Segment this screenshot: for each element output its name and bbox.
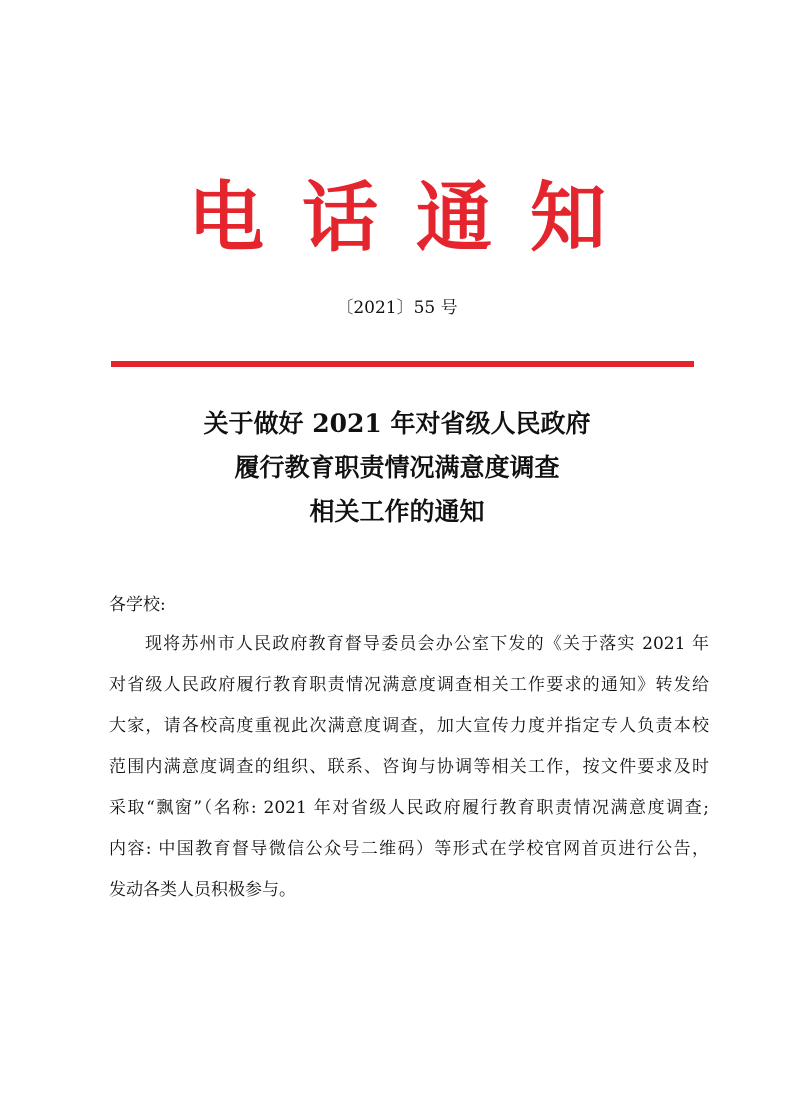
red-divider-line [111,361,694,367]
salutation: 各学校: [109,595,166,615]
body-line: 范围内满意度调查的组织、联系、咨询与协调等相关工作，按文件要求及时 [109,757,709,777]
document-number: 〔2021〕55 号 [336,298,458,318]
document-title [0,402,794,534]
body-line: 大家，请各校高度重视此次满意度调查，加大宣传力度并指定专人负责本校 [109,716,709,736]
body-line: 对省级人民政府履行教育职责情况满意度调查相关工作要求的通知》转发给 [109,675,709,695]
body-line: 现将苏州市人民政府教育督导委员会办公室下发的《关于落实 2021 年 [145,634,709,654]
body-line: 内容: 中国教育督导微信公众号二维码）等形式在学校官网首页进行公告， [109,839,709,859]
document-title-line: 相关工作的通知 [309,497,485,526]
body-line: 发动各类人员积极参与。 [109,880,296,900]
notice-header-title: 电话通知 [188,173,644,262]
document-title-line: 履行教育职责情况满意度调查 [234,453,560,482]
document-title-line: 关于做好 2021 年对省级人民政府 [203,409,591,438]
body-paragraph [109,624,709,911]
body-line: 采取“飘窗”（名称: 2021 年对省级人民政府履行教育职责情况满意度调查; [109,798,709,818]
